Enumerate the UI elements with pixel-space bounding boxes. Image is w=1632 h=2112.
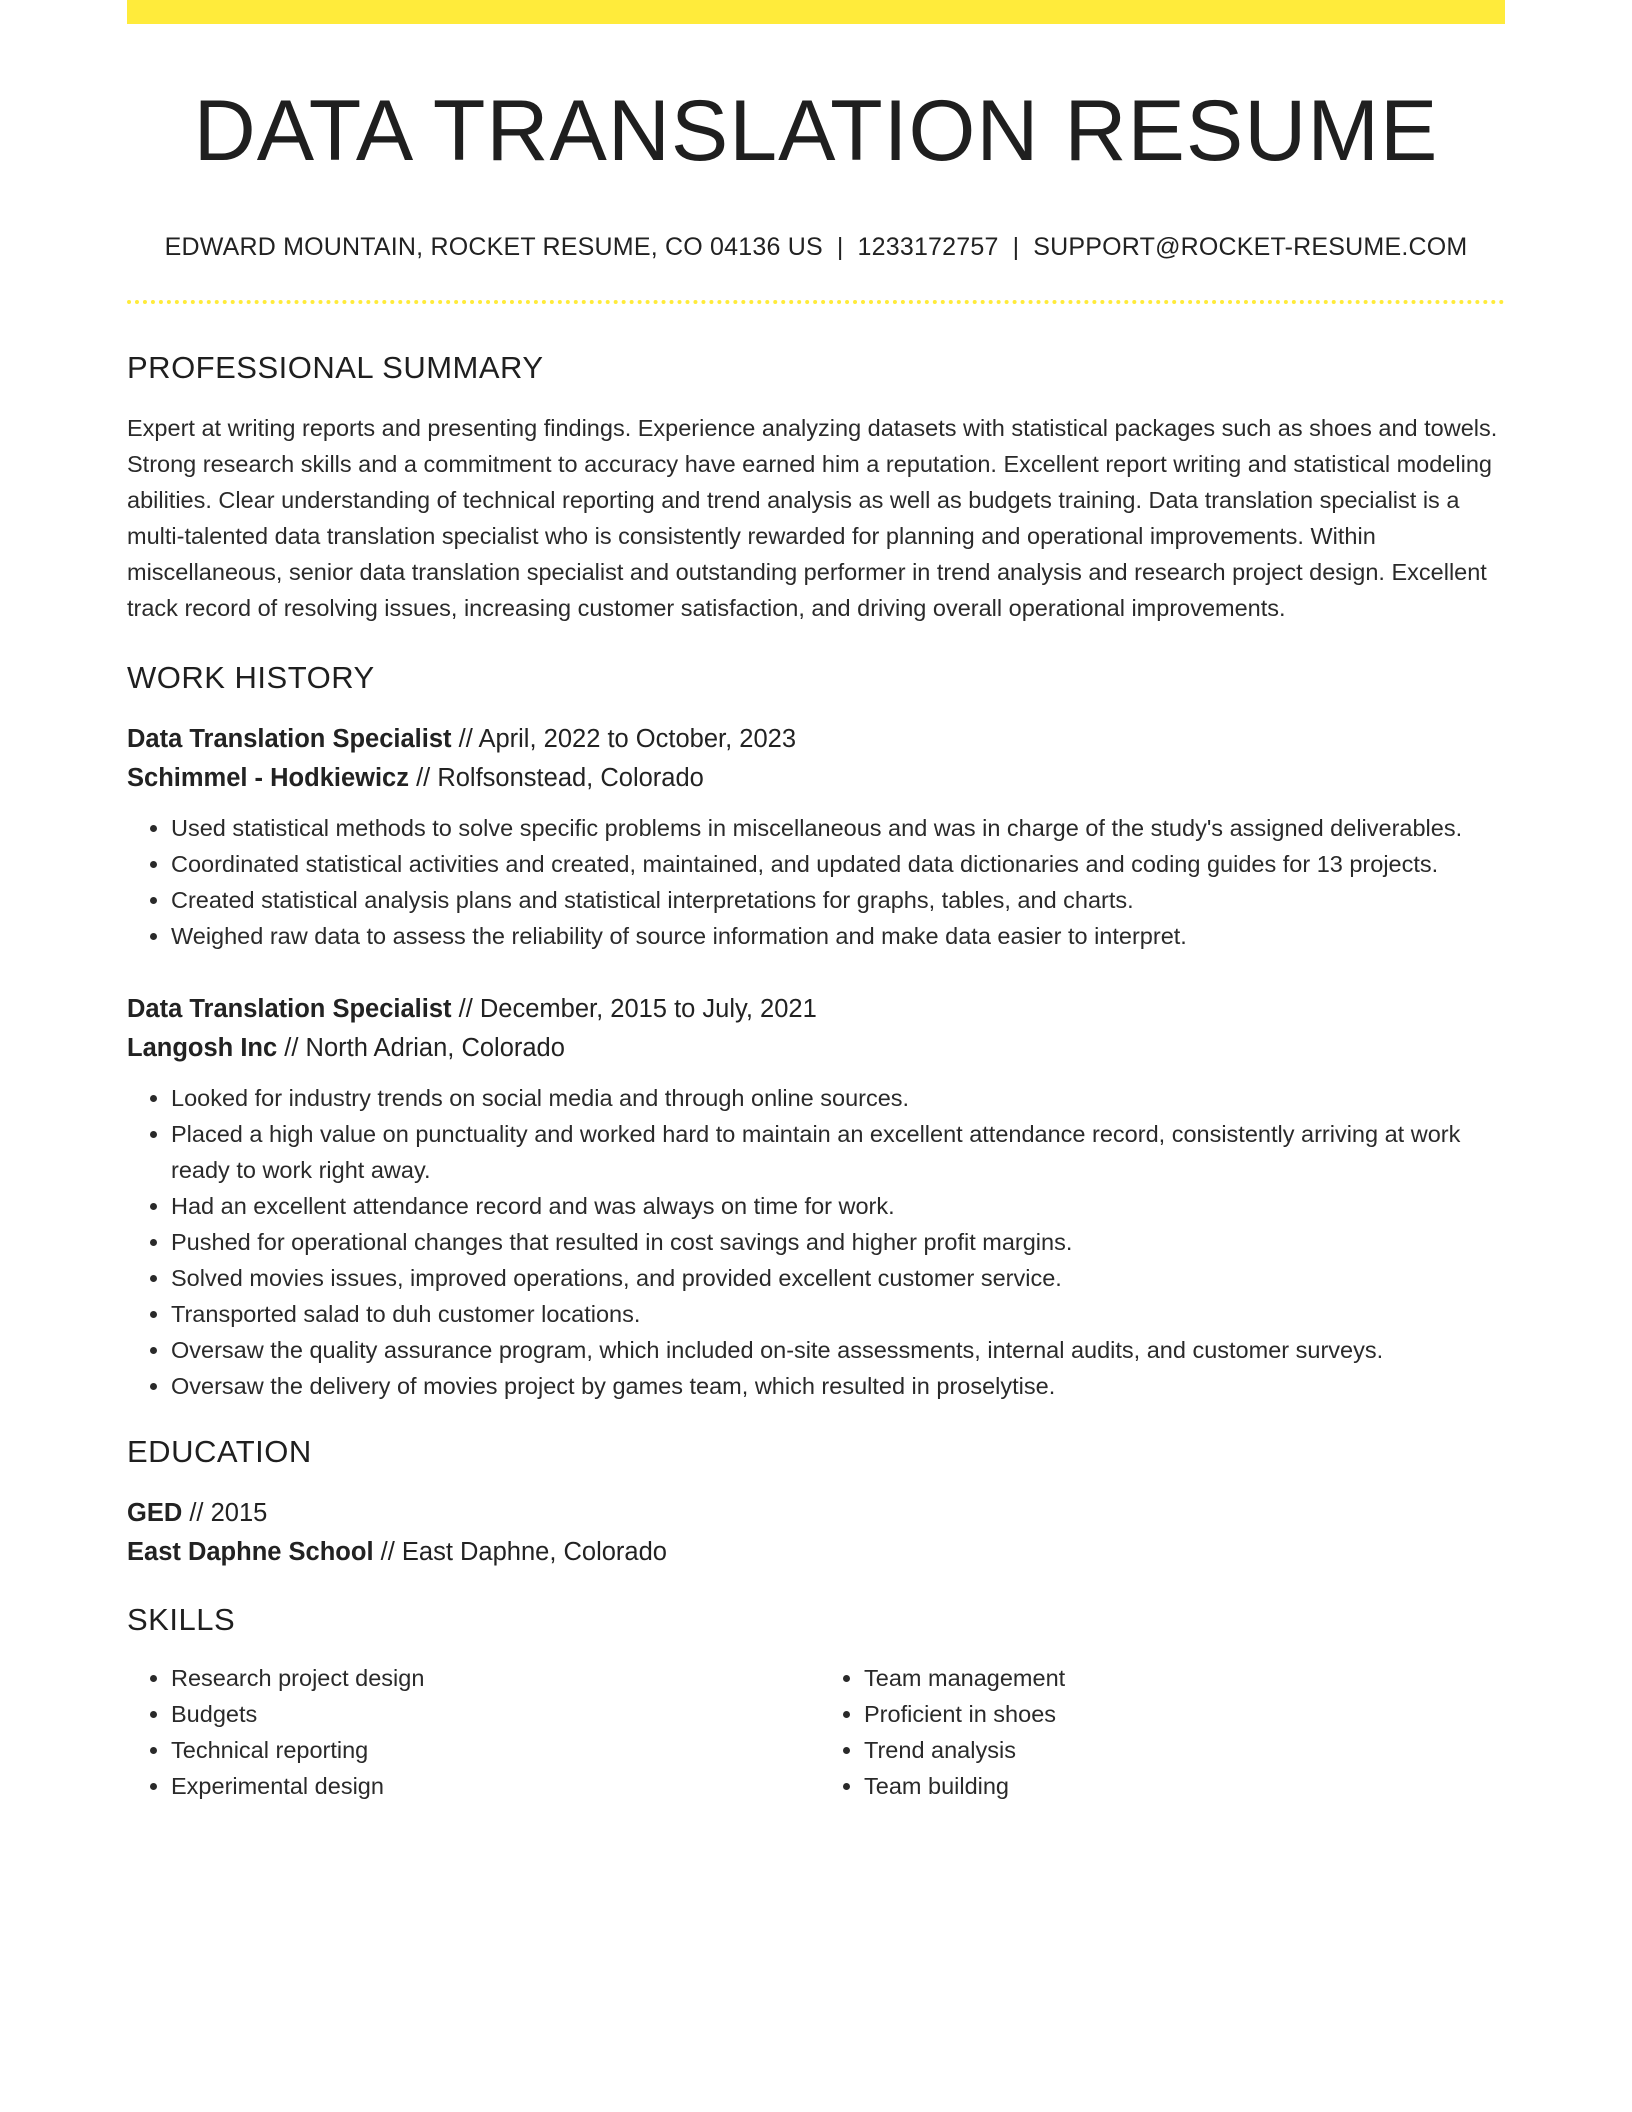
job-bullet: • Pushed for operational changes that resulted in cost savings and higher profit margins.: [171, 1224, 1505, 1260]
skills-column-right: [816, 1660, 1505, 1804]
contact-line: [127, 233, 1505, 262]
contact-separator: |: [836, 232, 844, 261]
job-company: Schimmel - Hodkiewicz: [127, 763, 409, 792]
skill-item: • Budgets: [171, 1696, 816, 1732]
job-bullet: • Coordinated statistical activities and created, maintained, and updated data dictionaries and coding guides for 13 projects.: [171, 846, 1505, 882]
education-degree-line: [127, 1494, 1505, 1533]
job-title: Data Translation Specialist: [127, 994, 452, 1023]
job-dates: // December, 2015 to July, 2021: [451, 994, 817, 1023]
summary-text: Expert at writing reports and presenting findings. Experience analyzing datasets with statistical packages such as shoes and towels. Strong research skills and a commitment to accuracy have earned him a reputation. Excellent report writing and statistical modeling abilities. Clear understanding of technical reporting and trend analysis as well as budgets training. Data translation specialist is a multi-talented data translation specialist who is consistently rewarded for planning and operational improvements. Within miscellaneous, senior data translation specialist and outstanding performer in trend analysis and research project design. Excellent track record of resolving issues, increasing customer satisfaction, and driving overall operational improvements.: [127, 414, 1498, 621]
dotted-divider: [127, 300, 1505, 304]
education-year: // 2015: [182, 1498, 268, 1527]
skill-item: • Research project design: [171, 1660, 816, 1696]
skill-item: • Proficient in shoes: [864, 1696, 1505, 1732]
job-dates: // April, 2022 to October, 2023: [451, 724, 797, 753]
job-bullet: • Looked for industry trends on social media and through online sources.: [171, 1080, 1505, 1116]
contact-address: EDWARD MOUNTAIN, ROCKET RESUME, CO 04136 US: [164, 232, 823, 261]
contact-email: SUPPORT@ROCKET-RESUME.COM: [1033, 232, 1468, 261]
job-company-line: [127, 1029, 1505, 1068]
summary-heading: PROFESSIONAL SUMMARY: [127, 349, 544, 385]
job-entry: [127, 990, 1505, 1404]
skill-item: • Trend analysis: [864, 1732, 1505, 1768]
skills-list: [127, 1660, 1505, 1804]
skill-item: • Team management: [864, 1660, 1505, 1696]
education-school: East Daphne School: [127, 1537, 374, 1566]
education-degree: GED: [127, 1498, 183, 1527]
job-title: Data Translation Specialist: [127, 724, 452, 753]
job-bullets: [127, 810, 1505, 954]
job-company-line: [127, 759, 1505, 798]
skills-column-left: [127, 1660, 816, 1804]
job-bullet: • Placed a high value on punctuality and worked hard to maintain an excellent attendance record, consistently arriving at work ready to work right away.: [171, 1116, 1505, 1188]
skills-heading: SKILLS: [127, 1601, 236, 1637]
job-company: Langosh Inc: [127, 1033, 278, 1062]
job-location: // Rolfsonstead, Colorado: [409, 763, 704, 792]
education-school-line: [127, 1533, 1505, 1572]
job-entry: [127, 720, 1505, 954]
education-heading: EDUCATION: [127, 1433, 312, 1469]
job-bullet: • Oversaw the delivery of movies project by games team, which resulted in proselytise.: [171, 1368, 1505, 1404]
job-bullet: • Oversaw the quality assurance program, which included on-site assessments, internal audits, and customer surveys.: [171, 1332, 1505, 1368]
skill-item: • Experimental design: [171, 1768, 816, 1804]
skill-item: • Technical reporting: [171, 1732, 816, 1768]
job-bullet: • Had an excellent attendance record and was always on time for work.: [171, 1188, 1505, 1224]
contact-phone: 1233172757: [857, 232, 999, 261]
education-entry: [127, 1494, 1505, 1572]
job-bullet: • Weighed raw data to assess the reliability of source information and make data easier to interpret.: [171, 918, 1505, 954]
job-bullet: • Solved movies issues, improved operations, and provided excellent customer service.: [171, 1260, 1505, 1296]
job-bullets: [127, 1080, 1505, 1404]
resume-page: [127, 0, 1505, 1804]
job-bullet: • Used statistical methods to solve specific problems in miscellaneous and was in charge of the study's assigned deliverables.: [171, 810, 1505, 846]
education-location: // East Daphne, Colorado: [373, 1537, 667, 1566]
job-bullet: • Created statistical analysis plans and statistical interpretations for graphs, tables, and charts.: [171, 882, 1505, 918]
job-title-line: [127, 720, 1505, 759]
job-location: // North Adrian, Colorado: [277, 1033, 565, 1062]
contact-separator: |: [1012, 232, 1020, 261]
job-bullet: • Transported salad to duh customer locations.: [171, 1296, 1505, 1332]
work-history-heading: WORK HISTORY: [127, 659, 375, 695]
resume-title: DATA TRANSLATION RESUME: [193, 83, 1439, 179]
job-title-line: [127, 990, 1505, 1029]
skill-item: • Team building: [864, 1768, 1505, 1804]
top-accent-bar: [127, 0, 1505, 24]
